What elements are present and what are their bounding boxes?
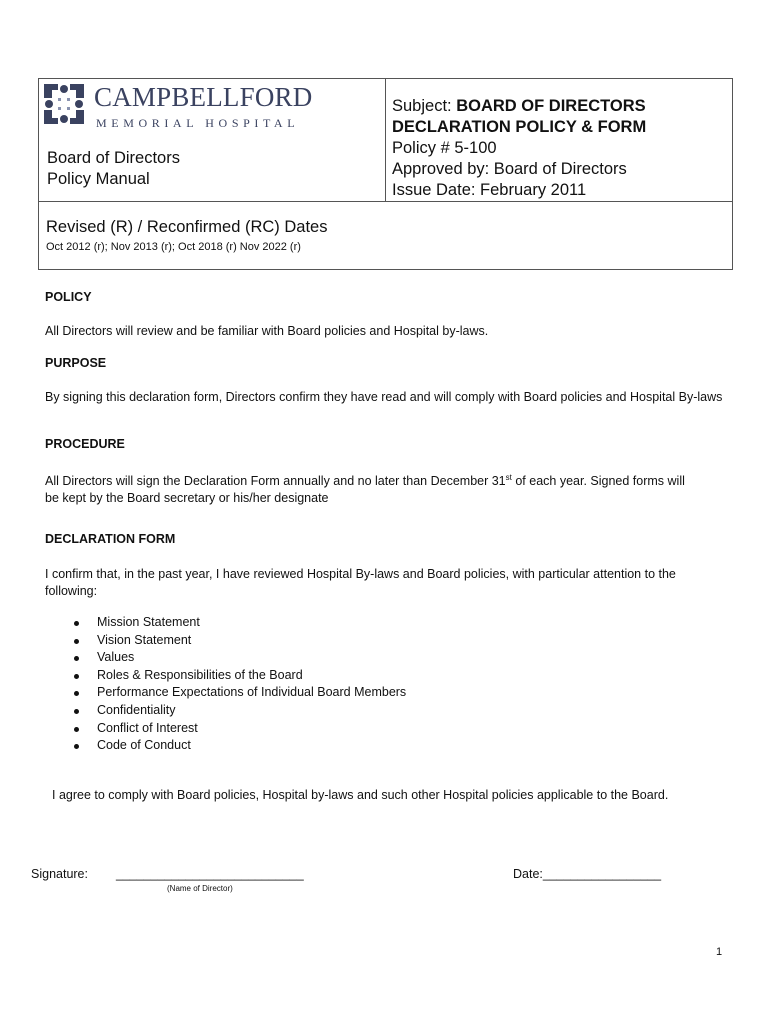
bullet-icon <box>74 744 79 749</box>
list-item-label: Performance Expectations of Individual Board Members <box>97 685 407 700</box>
hospital-logo-icon <box>41 81 87 127</box>
purpose-heading: PURPOSE <box>45 356 107 370</box>
bullet-icon <box>74 709 79 714</box>
policy-text: All Directors will review and be familiar with Board policies and Hospital by-laws. <box>45 324 489 338</box>
declaration-form-heading: DECLARATION FORM <box>45 532 176 546</box>
list-item <box>72 632 406 650</box>
signature-label: Signature: <box>31 867 88 881</box>
logo-subtitle: MEMORIAL HOSPITAL <box>96 116 300 130</box>
subject-line-2: DECLARATION POLICY & FORM <box>392 118 647 136</box>
list-item <box>72 720 406 738</box>
policy-number: Policy # 5-100 <box>392 139 497 157</box>
approved-by: Approved by: Board of Directors <box>392 160 627 178</box>
logo-wordmark: CAMPBELLFORD <box>94 82 313 112</box>
bullet-icon <box>74 691 79 696</box>
list-item-label: Vision Statement <box>97 632 192 647</box>
policy-header-table <box>38 78 733 270</box>
list-item <box>72 684 406 702</box>
signature-note: (Name of Director) <box>167 884 233 893</box>
list-item <box>72 702 406 720</box>
policy-heading: POLICY <box>45 290 92 304</box>
bullet-icon <box>74 621 79 626</box>
bullet-icon <box>74 674 79 679</box>
procedure-text-a: All Directors will sign the Declaration Form annually and no later than December 31 <box>45 474 506 489</box>
procedure-text <box>45 470 700 506</box>
subject-line-1 <box>392 97 646 116</box>
header-left-cell <box>39 79 386 201</box>
list-item <box>72 614 406 632</box>
header-right-cell <box>386 79 732 201</box>
signature-field[interactable]: ___________________________ <box>116 867 304 881</box>
bullet-icon <box>74 656 79 661</box>
list-item-label: Conflict of Interest <box>97 720 198 735</box>
list-item-label: Roles & Responsibilities of the Board <box>97 667 303 682</box>
manual-line-2: Policy Manual <box>47 170 150 188</box>
bullet-icon <box>74 639 79 644</box>
list-item-label: Confidentiality <box>97 702 176 717</box>
procedure-heading: PROCEDURE <box>45 437 125 451</box>
procedure-superscript: st <box>505 473 512 482</box>
list-item-label: Mission Statement <box>97 615 200 629</box>
agreement-text: I agree to comply with Board policies, Hospital by-laws and such other Hospital policies applicable to the Board. <box>52 788 669 802</box>
list-item <box>72 667 406 685</box>
declaration-items-list <box>72 614 406 755</box>
list-item <box>72 737 406 755</box>
subject-title: BOARD OF DIRECTORS <box>456 97 646 115</box>
date-field[interactable]: Date:_________________ <box>513 867 662 881</box>
list-item <box>72 649 406 667</box>
declaration-intro: I confirm that, in the past year, I have reviewed Hospital By-laws and Board policies, with particular attention to the following: <box>45 567 676 598</box>
bullet-icon <box>74 727 79 732</box>
manual-line-1: Board of Directors <box>47 149 180 167</box>
subject-label: Subject: <box>392 97 452 115</box>
list-item-label: Values <box>97 650 135 665</box>
revision-title: Revised (R) / Reconfirmed (RC) Dates <box>46 218 328 236</box>
list-item-label: Code of Conduct <box>97 738 191 753</box>
issue-date: Issue Date: February 2011 <box>392 181 587 199</box>
revision-dates: Oct 2012 (r); Nov 2013 (r); Oct 2018 (r) Nov 2022 (r) <box>46 241 301 253</box>
purpose-text: By signing this declaration form, Directors confirm they have read and will comply with Board policies and Hospital By-laws <box>45 390 723 404</box>
procedure-text-b: of each year. Signed forms will be kept by the Board secretary or his/her designate <box>45 474 685 505</box>
revision-cell <box>39 201 732 269</box>
page-number: 1 <box>716 946 723 958</box>
